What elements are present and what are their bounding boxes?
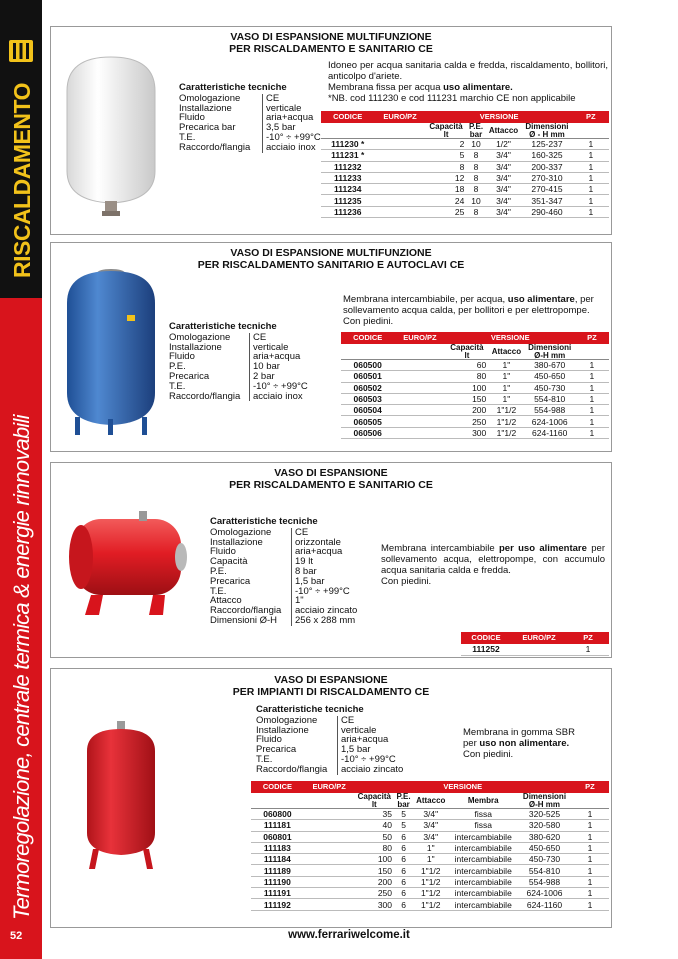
- table-cell: 060504: [341, 405, 394, 416]
- table-cell: [304, 854, 355, 865]
- table-cell: 40: [355, 820, 394, 831]
- table-cell: 1: [575, 371, 609, 382]
- specs-table: Caratteristiche tecniche Omologazione Installazione Fluido Precarica bar T.E. Raccordo/flangia CE verticale aria+acqua 3,5 bar -10° ÷ +99°C acciaio inox: [179, 82, 321, 153]
- table-cell: 111231 *: [321, 150, 374, 161]
- table-cell: 111234: [321, 184, 374, 195]
- table-row: [321, 161, 609, 172]
- table-cell: 290-460: [521, 206, 572, 217]
- price-table: CODICE EURO/PZ VERSIONE PZ Capacità lt Attacco Dimensioni Ø-H mm 060500 60 1" 380-670 1 060501 80 1" 450-650 1 060502 100 1" 450-730 1 060503 150 1" 554-810 1 060504 200 1"1/2 554-988 1 060505 250 1"1/2 624-1006 1 060506 300 1"1/2 624-1160 1: [341, 332, 609, 439]
- table-cell: 1"1/2: [413, 899, 448, 910]
- table-cell: [394, 427, 445, 438]
- table-cell: [394, 344, 445, 360]
- table-cell: 111235: [321, 195, 374, 206]
- table-cell: 060503: [341, 393, 394, 404]
- table-cell: 3/4": [486, 184, 522, 195]
- table-cell: [304, 831, 355, 842]
- table-cell: 111183: [251, 842, 304, 853]
- table-cell: 1"1/2: [413, 876, 448, 887]
- table-cell: [374, 195, 425, 206]
- table-cell: 3/4": [486, 172, 522, 183]
- table-cell: 8: [466, 150, 485, 161]
- table-cell: [374, 150, 425, 161]
- table-cell: 12: [426, 172, 467, 183]
- table-cell: 1: [575, 360, 609, 371]
- product-card: [50, 242, 612, 452]
- red-expansion-vessel-image: [81, 721, 161, 871]
- table-cell: 1: [575, 416, 609, 427]
- table-cell: 6: [394, 865, 413, 876]
- table-cell: [304, 809, 355, 820]
- table-cell: [575, 344, 609, 360]
- table-cell: 111252: [461, 644, 511, 655]
- table-cell: 5: [426, 150, 467, 161]
- table-cell: [394, 371, 445, 382]
- table-cell: 450-730: [525, 382, 575, 393]
- table-cell: [374, 161, 425, 172]
- table-cell: [571, 793, 609, 809]
- table-cell: 3/4": [486, 195, 522, 206]
- table-cell: [304, 899, 355, 910]
- table-cell: 060500: [341, 360, 394, 371]
- table-cell: 3/4": [486, 206, 522, 217]
- table-cell: 6: [394, 854, 413, 865]
- table-cell: 1: [571, 809, 609, 820]
- table-cell: 80: [355, 842, 394, 853]
- table-cell: intercambiabile: [448, 865, 518, 876]
- product-card: [50, 26, 612, 235]
- specs-heading: Caratteristiche tecniche: [179, 82, 287, 93]
- table-cell: 125-237: [521, 139, 572, 150]
- product-card: [50, 462, 612, 658]
- table-cell: [304, 865, 355, 876]
- table-row: [341, 371, 609, 382]
- table-cell: intercambiabile: [448, 831, 518, 842]
- table-cell: 6: [394, 888, 413, 899]
- table-cell: 1: [571, 899, 609, 910]
- table-cell: 1"1/2: [413, 888, 448, 899]
- table-cell: [394, 416, 445, 427]
- table-cell: 1"1/2: [488, 405, 524, 416]
- table-row: [251, 899, 609, 910]
- table-cell: 50: [355, 831, 394, 842]
- table-cell: 1: [573, 150, 609, 161]
- table-cell: 1: [573, 172, 609, 183]
- table-cell: 1": [488, 393, 524, 404]
- page-number: 52: [10, 930, 23, 942]
- table-cell: [304, 842, 355, 853]
- specs-heading: Caratteristiche tecniche: [256, 704, 364, 715]
- table-cell: 80: [446, 371, 489, 382]
- table-cell: 060506: [341, 427, 394, 438]
- table-cell: 200: [355, 876, 394, 887]
- table-cell: 624-1006: [518, 888, 571, 899]
- table-cell: 250: [446, 416, 489, 427]
- table-row: [321, 184, 609, 195]
- table-cell: 1"1/2: [488, 416, 524, 427]
- table-row: [251, 854, 609, 865]
- table-cell: [374, 172, 425, 183]
- table-cell: 320-580: [518, 820, 571, 831]
- table-cell: intercambiabile: [448, 876, 518, 887]
- table-cell: [374, 139, 425, 150]
- table-cell: 111191: [251, 888, 304, 899]
- table-cell: [394, 405, 445, 416]
- table-cell: 624-1160: [518, 899, 571, 910]
- product-description: Membrana intercambiabile per uso alimentare per sollevamento acqua, elettropompe, con accumulo acqua sanitaria calda e fredda. Con piedini.: [381, 543, 605, 587]
- table-cell: 1: [575, 382, 609, 393]
- table-cell: [573, 123, 609, 139]
- table-cell: 111230 *: [321, 139, 374, 150]
- table-cell: 111233: [321, 172, 374, 183]
- table-cell: 270-310: [521, 172, 572, 183]
- table-cell: 624-1160: [525, 427, 575, 438]
- table-row: [321, 139, 609, 150]
- specs-table: Caratteristiche tecniche Omologazione Installazione Fluido Precarica T.E. Raccordo/flangia CE verticale aria+acqua 1,5 bar -10° ÷ +99°C acciaio zincato: [256, 704, 404, 775]
- table-cell: 18: [426, 184, 467, 195]
- table-cell: 111236: [321, 206, 374, 217]
- table-cell: 270-415: [521, 184, 572, 195]
- price-table: CODICE EURO/PZ VERSIONE PZ Capacità lt P.E. bar Attacco Dimensioni Ø - H mm 111230 * 2 10 1/2" 125-237 1 111231 * 5 8 3/4" 160-325 1 111232 8 8 3/4" 200-337 1 111233 12 8 3/4" 270-310 1 111234 18 8 3/4" 270-415 1 111235 24 10 3/4" 351-347 1 111236 25 8 3/4" 290-460 1: [321, 111, 609, 218]
- table-cell: 1: [573, 195, 609, 206]
- table-cell: 5: [394, 809, 413, 820]
- product-description: Membrana intercambiabile, per acqua, uso alimentare, per sollevamento acqua calda, per bollitori e per elettropompe. Con piedini.: [343, 294, 594, 327]
- table-cell: [394, 382, 445, 393]
- table-cell: 1: [575, 393, 609, 404]
- white-expansion-vessel-image: [61, 51, 161, 219]
- table-cell: 8: [466, 184, 485, 195]
- table-cell: 1: [571, 865, 609, 876]
- specs-table: Caratteristiche tecniche Omologazione Installazione Fluido Capacità P.E. Precarica T.E. Attacco Raccordo/flangia Dimensioni Ø-H CE orizzontale aria+acqua 19 lt 8 bar 1,5 bar -10° ÷ +99°C 1" acciaio zincato 256 x 288 mm: [210, 516, 358, 626]
- table-cell: 380-620: [518, 831, 571, 842]
- table-cell: [304, 820, 355, 831]
- table-cell: 1": [413, 842, 448, 853]
- table-cell: 1: [571, 820, 609, 831]
- table-cell: 060502: [341, 382, 394, 393]
- section-title: RISCALDAMENTO: [9, 83, 35, 278]
- table-cell: [304, 793, 355, 809]
- table-cell: [321, 123, 374, 139]
- table-cell: 111189: [251, 865, 304, 876]
- table-cell: intercambiabile: [448, 888, 518, 899]
- table-cell: 380-670: [525, 360, 575, 371]
- table-cell: 1: [573, 184, 609, 195]
- table-cell: 060505: [341, 416, 394, 427]
- product-description: Idoneo per acqua sanitaria calda e fredda, riscaldamento, bollitori, anticolpo d'ariete. Membrana fissa per acqua uso alimentare. *NB. cod 111230 e cod 111231 marchio CE non applicabile: [328, 60, 608, 104]
- table-cell: 1: [567, 644, 609, 655]
- table-row: [251, 865, 609, 876]
- table-row: [251, 888, 609, 899]
- table-cell: 060801: [251, 831, 304, 842]
- table-cell: 200: [446, 405, 489, 416]
- product-description: Membrana in gomma SBR per uso non alimentare. Con piedini.: [463, 727, 575, 760]
- table-cell: 1: [573, 139, 609, 150]
- table-cell: 450-650: [525, 371, 575, 382]
- table-cell: 3/4": [413, 831, 448, 842]
- table-cell: 60: [446, 360, 489, 371]
- table-cell: 35: [355, 809, 394, 820]
- table-cell: 150: [446, 393, 489, 404]
- table-cell: intercambiabile: [448, 854, 518, 865]
- table-row: [251, 876, 609, 887]
- table-cell: 6: [394, 831, 413, 842]
- table-cell: 10: [466, 195, 485, 206]
- radiator-icon: [6, 36, 36, 66]
- table-row: [341, 393, 609, 404]
- table-cell: [374, 206, 425, 217]
- table-row: [341, 382, 609, 393]
- table-cell: 300: [355, 899, 394, 910]
- product-title: VASO DI ESPANSIONE PER RISCALDAMENTO E SANITARIO CE: [229, 467, 433, 491]
- price-table: CODICE EURO/PZ PZ 111252 1: [461, 632, 609, 656]
- table-cell: 8: [466, 206, 485, 217]
- table-cell: 111184: [251, 854, 304, 865]
- table-cell: intercambiabile: [448, 842, 518, 853]
- table-cell: intercambiabile: [448, 899, 518, 910]
- section-subtitle: Termoregolazione, centrale termica & energie rinnovabili: [9, 415, 34, 920]
- table-cell: 1: [571, 831, 609, 842]
- table-cell: 300: [446, 427, 489, 438]
- table-row: [251, 831, 609, 842]
- table-cell: 111190: [251, 876, 304, 887]
- table-cell: 1": [488, 382, 524, 393]
- table-cell: 8: [426, 161, 467, 172]
- table-cell: 111232: [321, 161, 374, 172]
- table-cell: 1": [413, 854, 448, 865]
- table-cell: 250: [355, 888, 394, 899]
- table-cell: 060800: [251, 809, 304, 820]
- table-cell: 2: [426, 139, 467, 150]
- table-row: [321, 195, 609, 206]
- table-row: [321, 150, 609, 161]
- table-cell: 8: [466, 172, 485, 183]
- table-cell: 1: [573, 161, 609, 172]
- table-cell: 6: [394, 899, 413, 910]
- table-row: [341, 360, 609, 371]
- table-cell: 1"1/2: [413, 865, 448, 876]
- table-cell: [304, 888, 355, 899]
- table-cell: [394, 360, 445, 371]
- red-horizontal-vessel-image: [61, 511, 191, 621]
- table-cell: 150: [355, 865, 394, 876]
- table-cell: 320-525: [518, 809, 571, 820]
- table-cell: 1": [488, 360, 524, 371]
- table-cell: 160-325: [521, 150, 572, 161]
- table-cell: 1: [571, 876, 609, 887]
- table-cell: 554-810: [525, 393, 575, 404]
- table-row: [341, 416, 609, 427]
- table-cell: 3/4": [413, 809, 448, 820]
- table-cell: [374, 184, 425, 195]
- table-cell: 554-810: [518, 865, 571, 876]
- table-cell: fissa: [448, 820, 518, 831]
- sidebar: [0, 0, 42, 959]
- table-cell: 060501: [341, 371, 394, 382]
- specs-table: Caratteristiche tecniche Omologazione Installazione Fluido P.E. Precarica T.E. Raccordo/flangia CE verticale aria+acqua 10 bar 2 bar -10° ÷ +99°C acciaio inox: [169, 321, 308, 402]
- table-cell: [251, 793, 304, 809]
- product-title: VASO DI ESPANSIONE MULTIFUNZIONE PER RISCALDAMENTO SANITARIO E AUTOCLAVI CE: [197, 247, 465, 271]
- table-row: [321, 172, 609, 183]
- table-row: [321, 206, 609, 217]
- table-cell: 111192: [251, 899, 304, 910]
- table-cell: [374, 123, 425, 139]
- table-row: [461, 644, 609, 655]
- table-cell: 1: [571, 842, 609, 853]
- footer-url[interactable]: www.ferrariwelcome.it: [288, 929, 410, 941]
- table-cell: 1": [488, 371, 524, 382]
- table-cell: 8: [466, 161, 485, 172]
- blue-expansion-vessel-image: [61, 265, 161, 441]
- table-cell: 200-337: [521, 161, 572, 172]
- price-table: CODICE EURO/PZ VERSIONE PZ Capacità lt P.E. bar Attacco Membra Dimensioni Ø-H mm 060800 35 5 3/4" fissa 320-525 1 111181 40 5 3/4" fissa 320-580 1 060801 50 6 3/4" intercambiabile 380-620 1 111183 80 6 1" intercambiabile 450-650 1 111184 100 6 1" intercambiabile 450-730 1 111189 150 6 1"1/2 intercambiabile 554-810 1 111190 200 6 1"1/2 intercambiabile 554-988 1 111191 250 6 1"1/2 intercambiabile 624-1006 1 111192 300 6 1"1/2 intercambiabile 624-1160 1: [251, 781, 609, 911]
- table-cell: 25: [426, 206, 467, 217]
- table-cell: 450-730: [518, 854, 571, 865]
- table-cell: 554-988: [518, 876, 571, 887]
- table-cell: 1: [571, 854, 609, 865]
- table-row: [251, 842, 609, 853]
- table-row: [341, 405, 609, 416]
- specs-heading: Caratteristiche tecniche: [210, 516, 318, 527]
- table-cell: 624-1006: [525, 416, 575, 427]
- product-card: [50, 668, 612, 928]
- table-cell: 100: [446, 382, 489, 393]
- table-cell: 1: [571, 888, 609, 899]
- table-cell: 554-988: [525, 405, 575, 416]
- table-cell: 1"1/2: [488, 427, 524, 438]
- product-title: VASO DI ESPANSIONE PER IMPIANTI DI RISCALDAMENTO CE: [232, 674, 430, 698]
- table-cell: 3/4": [486, 161, 522, 172]
- table-row: [251, 809, 609, 820]
- table-row: [251, 820, 609, 831]
- table-cell: 450-650: [518, 842, 571, 853]
- table-cell: 1: [575, 427, 609, 438]
- table-cell: 24: [426, 195, 467, 206]
- table-cell: 1: [573, 206, 609, 217]
- product-title: VASO DI ESPANSIONE MULTIFUNZIONE PER RISCALDAMENTO E SANITARIO CE: [229, 31, 433, 55]
- specs-heading: Caratteristiche tecniche: [169, 321, 277, 332]
- table-cell: 6: [394, 842, 413, 853]
- table-row: [341, 427, 609, 438]
- table-cell: 351-347: [521, 195, 572, 206]
- table-cell: 3/4": [486, 150, 522, 161]
- table-cell: [304, 876, 355, 887]
- table-cell: 100: [355, 854, 394, 865]
- table-cell: [394, 393, 445, 404]
- table-cell: 10: [466, 139, 485, 150]
- table-cell: [511, 644, 567, 655]
- table-cell: 1: [575, 405, 609, 416]
- table-cell: 5: [394, 820, 413, 831]
- table-cell: 6: [394, 876, 413, 887]
- table-cell: 111181: [251, 820, 304, 831]
- table-cell: [341, 344, 394, 360]
- table-cell: 1/2": [486, 139, 522, 150]
- table-cell: 3/4": [413, 820, 448, 831]
- table-cell: fissa: [448, 809, 518, 820]
